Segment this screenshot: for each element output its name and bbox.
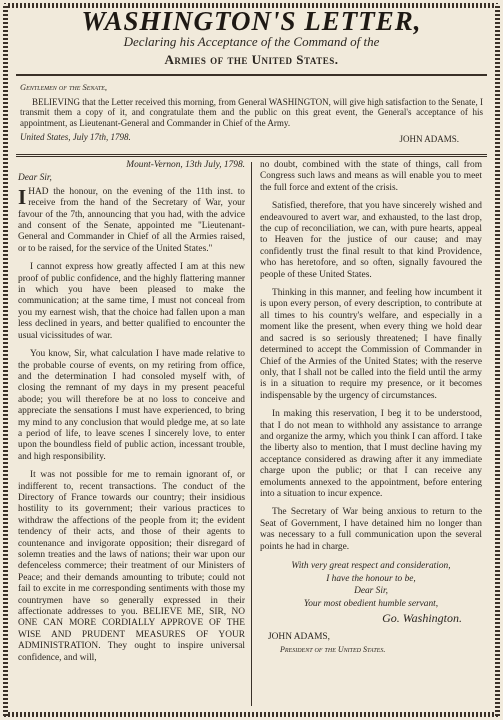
intro-message xyxy=(20,82,483,143)
intro-body: BELIEVING that the Letter received this morning, from General WASHINGTON, will give high satisfaction to the Senate, I transmit them a copy of it, and congratulate them and the public on this great event, the General's acceptance of his appointment, as Lieutenant-General and Commander in Chief of the Army. xyxy=(20,96,483,128)
letter-paragraph-4: It was not possible for me to remain ignorant of, or indifferent to, recent transactions. The conduct of the Directory of France towards our country; their insidious hostility to its government; their various practices to withdraw the affections of the people from it; the evident tendency of their acts, and those of their agents to countenance and invigorate opposition; their disregard of solemn treaties and the laws of nations; their war upon our defenceless commerce; their treatment of our Ministers of Peace; and their demands amounting to tribute; could not fail to excite in me corresponding sentiments with those my countrymen have so generally expressed in their affectionate addresses to you. BELIEVE ME, SIR, NO ONE CAN MORE CORDIALLY APPROVE OF THE WISE AND PRUDENT MEASURES OF YOUR ADMINISTRATION. They ought to inspire universal confidence, and will, xyxy=(18,470,245,663)
washington-signature: Go. Washington. xyxy=(382,611,462,625)
page-subtitle: Declaring his Acceptance of the Command of the xyxy=(123,34,380,49)
intro-dateline: United States, July 17th, 1798. xyxy=(20,132,131,142)
addressee-name: JOHN ADAMS, xyxy=(268,632,330,643)
ornamental-border-right xyxy=(495,4,500,716)
letter-paragraph-7: Thinking in this manner, and feeling how incumbent it is upon every person, of every description, to contribute at all times to his country's welfare, and especially in a moment like the present, when every thing we hold dear and sacred is so seriously threatened; I have finally determined to accept the Commission of Commander in Chief of the Armies of the United States; with the reserve only, that I shall not be called into the field until the army is in a situation to require my presence, or it becomes indispensable by the urgency of circumstances. xyxy=(260,288,482,401)
drop-cap: I xyxy=(18,184,27,209)
page-subtitle-blackletter: Armies of the United States. xyxy=(164,52,339,67)
ornamental-border-bottom xyxy=(4,712,499,717)
letter-paragraph-2: I cannot express how greatly affected I am at this new proof of public confidence, and the highly flattering manner in which you have been pleased to make the communication; at the same time, I must not conceal from you my earnest wish, that the choice had fallen upon a man less declined in years, and better qualified to encounter the usual vicissitudes of war. xyxy=(18,262,245,341)
letter-place-date: Mount-Vernon, 13th July, 1798. xyxy=(126,160,245,170)
addressee-title: President of the United States. xyxy=(280,644,386,654)
letter-paragraph-1 xyxy=(18,184,245,255)
letter-paragraph-1-text: HAD the honour, on the evening of the 11th inst. to receive from the hand of the Secretary of War, your favour of the 7th, announcing that you had, with the advice and consent of the Senate, appointed me "Lieutenant-General and Commander in Chief of all the Armies raised, or to be raised, for the service of the United States." xyxy=(18,186,245,254)
letter-paragraph-9: The Secretary of War being anxious to return to the Seat of Government, I have detained him no longer than was necessary to a full communication upon the several points he had in charge. xyxy=(260,507,482,552)
letter-paragraph-6: Satisfied, therefore, that you have sincerely wished and endeavoured to avert war, and exhausted, to the last drop, the cup of reconciliation, we can, with pure hearts, appeal to Heaven for the justice of our cause; and may confidently trust the final result to that kind Providence, who has heretofore, and so often, signally favoured the people of these United States. xyxy=(260,201,482,280)
letter-paragraph-3: You know, Sir, what calculation I have made relative to the probable course of events, on my retiring from office, and the determination I had consoled myself with, of closing the remnant of my days in my present peaceful abode; you will therefore be at no loss to conceive and appreciate the sensations I must have experienced, to bring my mind to any conclusion that would pledge me, at so late a period of life, to leave scenes I sincerely love, to enter upon the boundless field of public action, incessant trouble, and high responsibility. xyxy=(18,349,245,462)
letter-closing-2: I have the honour to be, xyxy=(326,573,416,584)
header-rule xyxy=(16,74,487,76)
letter-salutation: Dear Sir, xyxy=(18,173,52,184)
ornamental-border-left xyxy=(3,4,8,716)
letter-closing-3: Dear Sir, xyxy=(354,586,388,596)
letter-paragraph-5: no doubt, combined with the state of things, call from Congress such laws and means as will enable you to meet the full force and extent of the crisis. xyxy=(260,160,482,193)
intro-salutation: Gentlemen of the Senate, xyxy=(20,82,108,92)
column-divider xyxy=(251,162,252,706)
intro-signature: JOHN ADAMS. xyxy=(399,134,459,144)
letter-column-right xyxy=(260,160,482,655)
letter-column-left xyxy=(18,160,245,671)
page-title: WASHINGTON'S LETTER, xyxy=(81,6,422,36)
letter-closing-1: With very great respect and consideration, xyxy=(291,561,451,571)
letter-paragraph-8: In making this reservation, I beg it to be understood, that I do not mean to withhold any assistance to arrange and organize the army, which you think I can afford. I take the liberty also to mention, that I must decline having my acceptance considered as drawing after it any immediate charge upon the public; or that I can receive any emoluments annexed to the appointment, before entering into a situation to incur expence. xyxy=(260,409,482,499)
letter-closing-4: Your most obedient humble servant, xyxy=(303,598,439,609)
